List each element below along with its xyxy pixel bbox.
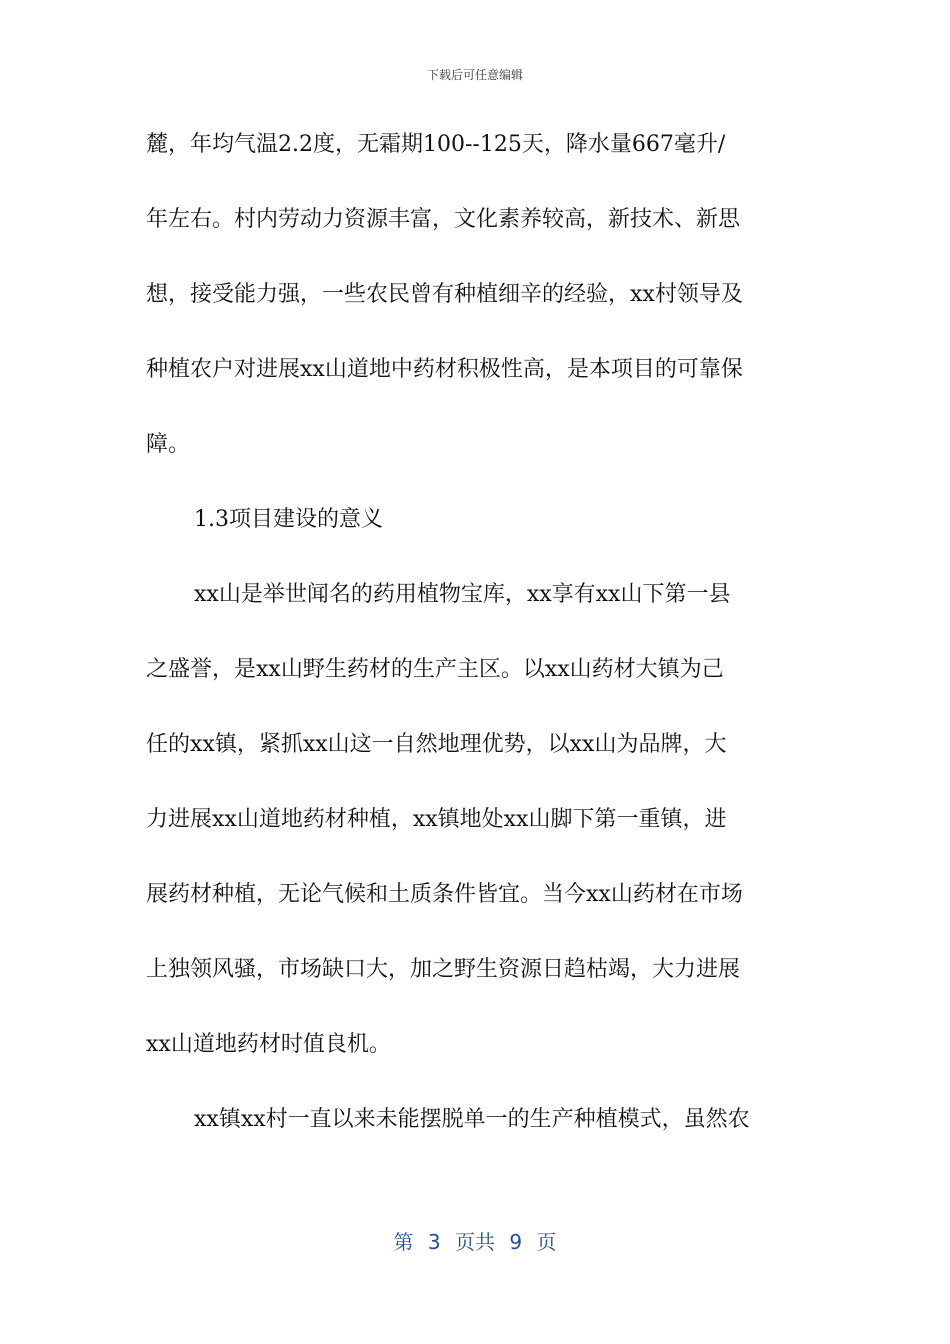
page-footer — [0, 1226, 950, 1255]
text-line: 之盛誉，是xx山野生药材的生产主区。以xx山药材大镇为己 — [146, 657, 724, 682]
current-page-number: 3 — [427, 1230, 441, 1254]
text-line: xx山是举世闻名的药用植物宝库，xx享有xx山下第一县 — [194, 582, 731, 607]
text-line: 障。 — [146, 432, 191, 457]
text-line: 想，接受能力强，一些农民曾有种植细辛的经验，xx村领导及 — [146, 282, 743, 307]
footer-prefix: 第 — [393, 1230, 414, 1254]
text-line: 展药材种植，无论气候和土质条件皆宜。当今xx山药材在市场 — [146, 882, 743, 907]
section-heading: 1.3项目建设的意义 — [194, 507, 383, 532]
text-line: 年左右。村内劳动力资源丰富，文化素养较高，新技术、新思 — [146, 207, 741, 232]
text-line: 种植农户对进展xx山道地中药材积极性高，是本项目的可靠保 — [146, 357, 743, 382]
text-line: 力进展xx山道地药材种植，xx镇地处xx山脚下第一重镇，进 — [146, 807, 727, 832]
text-line: xx山道地药材时值良机。 — [146, 1032, 391, 1057]
footer-suffix: 页 — [536, 1230, 557, 1254]
text-line: 麓，年均气温2.2度，无霜期100--125天，降水量667毫升/ — [146, 132, 726, 157]
text-line: 任的xx镇，紧抓xx山这一自然地理优势，以xx山为品牌，大 — [146, 732, 727, 757]
text-line: 上独领风骚，市场缺口大，加之野生资源日趋枯竭，大力进展 — [146, 957, 741, 982]
total-pages-number: 9 — [509, 1230, 523, 1254]
header-note: 下载后可任意编辑 — [426, 68, 523, 82]
document-body — [146, 107, 810, 1157]
footer-middle: 页共 — [455, 1230, 495, 1254]
text-line: xx镇xx村一直以来未能摆脱单一的生产种植模式，虽然农 — [194, 1107, 750, 1132]
